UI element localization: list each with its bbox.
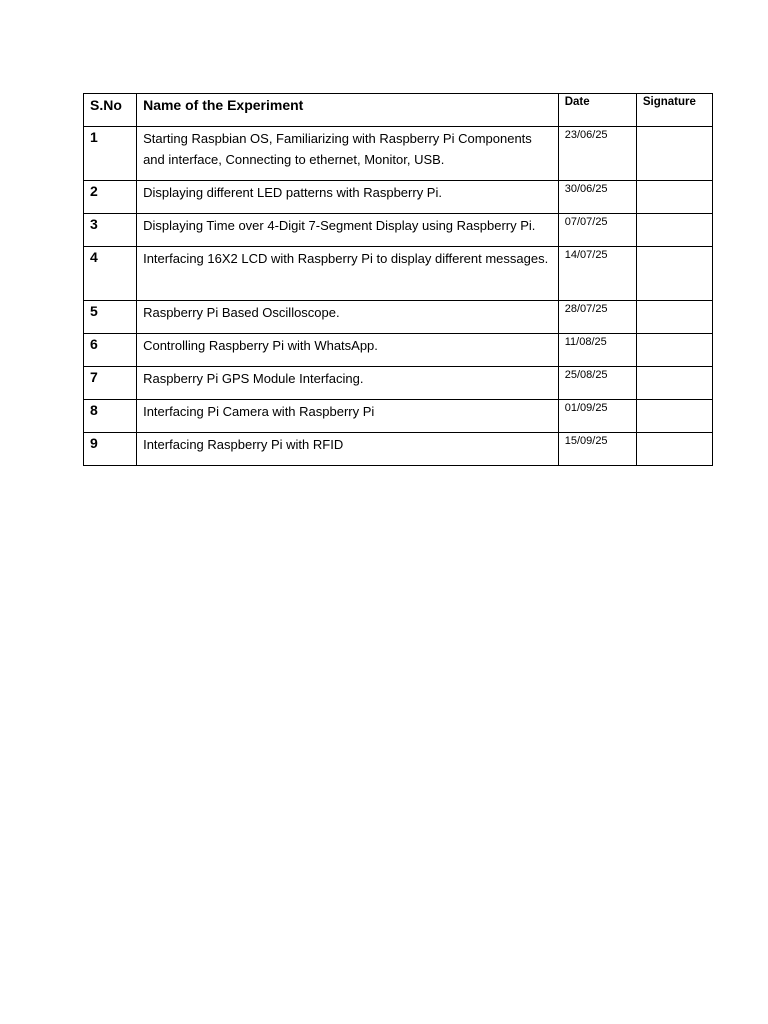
cell-sno: 2: [84, 181, 137, 214]
cell-sno: 4: [84, 247, 137, 301]
table-body: [84, 127, 713, 466]
cell-signature: [636, 433, 712, 466]
header-signature: Signature: [636, 94, 712, 127]
table-row: [84, 367, 713, 400]
cell-date: 11/08/25: [558, 334, 636, 367]
cell-date: 15/09/25: [558, 433, 636, 466]
cell-date: 25/08/25: [558, 367, 636, 400]
cell-date: 07/07/25: [558, 214, 636, 247]
header-date: Date: [558, 94, 636, 127]
cell-date: 28/07/25: [558, 301, 636, 334]
cell-sno: 9: [84, 433, 137, 466]
table-row: [84, 334, 713, 367]
table-header-row: [84, 94, 713, 127]
cell-sno: 5: [84, 301, 137, 334]
cell-date: 23/06/25: [558, 127, 636, 181]
cell-experiment-name: Interfacing 16X2 LCD with Raspberry Pi to display different messages.: [137, 247, 559, 301]
cell-signature: [636, 214, 712, 247]
cell-signature: [636, 181, 712, 214]
cell-signature: [636, 367, 712, 400]
cell-sno: 8: [84, 400, 137, 433]
cell-experiment-name: Raspberry Pi Based Oscilloscope.: [137, 301, 559, 334]
table-row: [84, 247, 713, 301]
table-row: [84, 400, 713, 433]
cell-date: 01/09/25: [558, 400, 636, 433]
experiment-index-table: [83, 93, 713, 466]
cell-experiment-name: Starting Raspbian OS, Familiarizing with Raspberry Pi Components and interface, Connecting to ethernet, Monitor, USB.: [137, 127, 559, 181]
table-row: [84, 181, 713, 214]
cell-date: 30/06/25: [558, 181, 636, 214]
table-row: [84, 127, 713, 181]
table-row: [84, 214, 713, 247]
cell-signature: [636, 247, 712, 301]
cell-date: 14/07/25: [558, 247, 636, 301]
cell-signature: [636, 400, 712, 433]
cell-signature: [636, 127, 712, 181]
header-sno: S.No: [84, 94, 137, 127]
cell-experiment-name: Interfacing Raspberry Pi with RFID: [137, 433, 559, 466]
cell-sno: 3: [84, 214, 137, 247]
cell-experiment-name: Displaying Time over 4-Digit 7-Segment Display using Raspberry Pi.: [137, 214, 559, 247]
table-row: [84, 433, 713, 466]
cell-signature: [636, 334, 712, 367]
cell-experiment-name: Raspberry Pi GPS Module Interfacing.: [137, 367, 559, 400]
header-experiment-name: Name of the Experiment: [137, 94, 559, 127]
cell-sno: 1: [84, 127, 137, 181]
cell-sno: 6: [84, 334, 137, 367]
cell-experiment-name: Controlling Raspberry Pi with WhatsApp.: [137, 334, 559, 367]
cell-sno: 7: [84, 367, 137, 400]
cell-signature: [636, 301, 712, 334]
cell-experiment-name: Interfacing Pi Camera with Raspberry Pi: [137, 400, 559, 433]
table-row: [84, 301, 713, 334]
cell-experiment-name: Displaying different LED patterns with Raspberry Pi.: [137, 181, 559, 214]
